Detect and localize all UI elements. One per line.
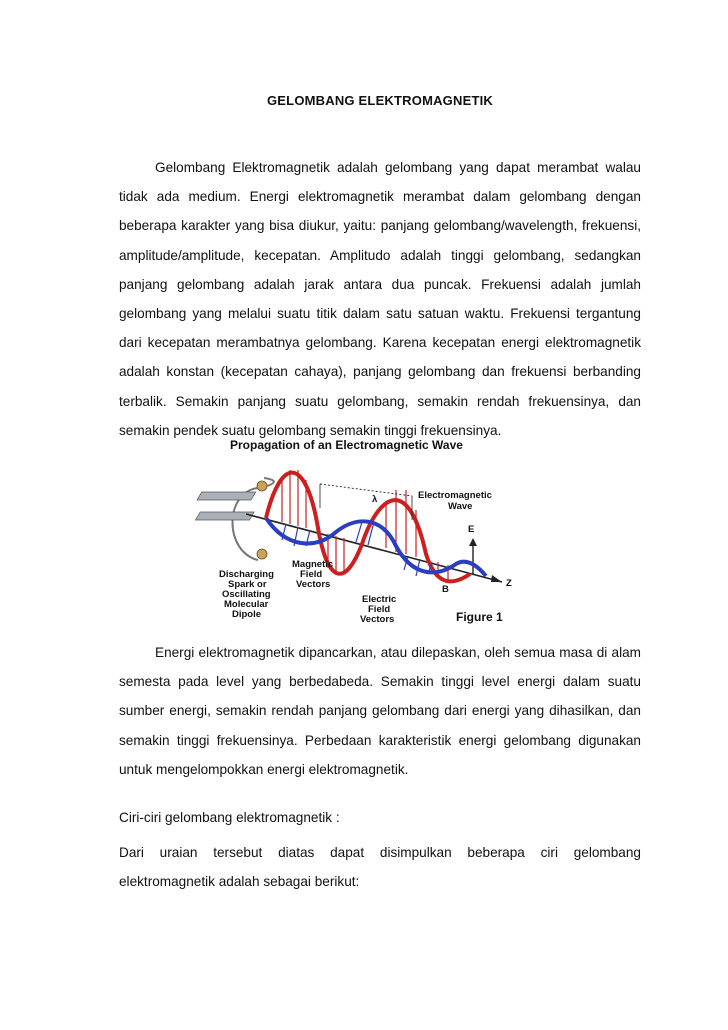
label-z: Z xyxy=(506,578,512,589)
label-magnetic-1: Magnetic xyxy=(292,559,334,570)
lambda-label: λ xyxy=(372,494,378,505)
label-em-2: Wave xyxy=(448,501,473,512)
label-discharge-2: Spark or xyxy=(228,579,267,590)
label-e: E xyxy=(468,524,475,535)
em-wave-figure xyxy=(186,436,526,628)
paragraph-characteristics-heading: Ciri-ciri gelombang elektromagnetik : xyxy=(119,810,340,825)
label-discharge-1: Discharging xyxy=(219,569,274,580)
label-em-1: Electromagnetic xyxy=(418,490,492,501)
figure-title: Propagation of an Electromagnetic Wave xyxy=(230,438,463,452)
document-title: GELOMBANG ELEKTROMAGNETIK xyxy=(267,93,493,108)
paragraph-conclusion: Dari uraian tersebut diatas dapat disimpulkan beberapa ciri gelombang elektromagnetik adalah sebagai berikut: xyxy=(119,845,641,890)
label-discharge-3: Oscillating xyxy=(222,589,271,600)
paragraph-energy: Energi elektromagnetik dipancarkan, atau dilepaskan, oleh semua masa di alam semesta pada level yang berbedabeda. Semakin tinggi level energi dalam suatu sumber energi, semakin rendah panjang gelombang dari energi yang dihasilkan, dan semakin tinggi frekuensinya. Perbedaan karakteristik energi gelombang digunakan untuk mengelompokkan energi elektromagnetik. xyxy=(119,645,641,777)
paragraph-intro: Gelombang Elektromagnetik adalah gelombang yang dapat merambat walau tidak ada medium. Energi elektromagnetik merambat dalam gelombang dengan beberapa karakter yang bisa diukur, yaitu: panjang gelombang/wavelength, frekuensi, amplitude/amplitude, kecepatan. Amplitudo adalah tinggi gelombang, sedangkan panjang gelombang adalah jarak antara dua puncak. Frekuensi adalah jumlah gelombang yang melalui suatu titik dalam satu satuan waktu. Frekuensi tergantung dari kecepatan merambatnya gelombang. Karena kecepatan energi elektromagnetik adalah konstan (kecepatan cahaya), panjang gelombang dan frekuensi berbanding terbalik. Semakin panjang suatu gelombang, semakin rendah frekuensinya, dan semakin pendek suatu gelombang semakin tinggi frekuensinya. xyxy=(119,160,641,438)
figure-caption: Figure 1 xyxy=(456,610,503,624)
label-magnetic-3: Vectors xyxy=(296,579,331,590)
label-electric-1: Electric xyxy=(362,594,397,605)
label-b: B xyxy=(442,584,449,595)
label-magnetic-2: Field xyxy=(300,569,323,580)
label-discharge-5: Dipole xyxy=(232,609,262,620)
label-electric-2: Field xyxy=(368,604,391,615)
label-discharge-4: Molecular xyxy=(224,599,269,610)
label-electric-3: Vectors xyxy=(360,614,395,625)
